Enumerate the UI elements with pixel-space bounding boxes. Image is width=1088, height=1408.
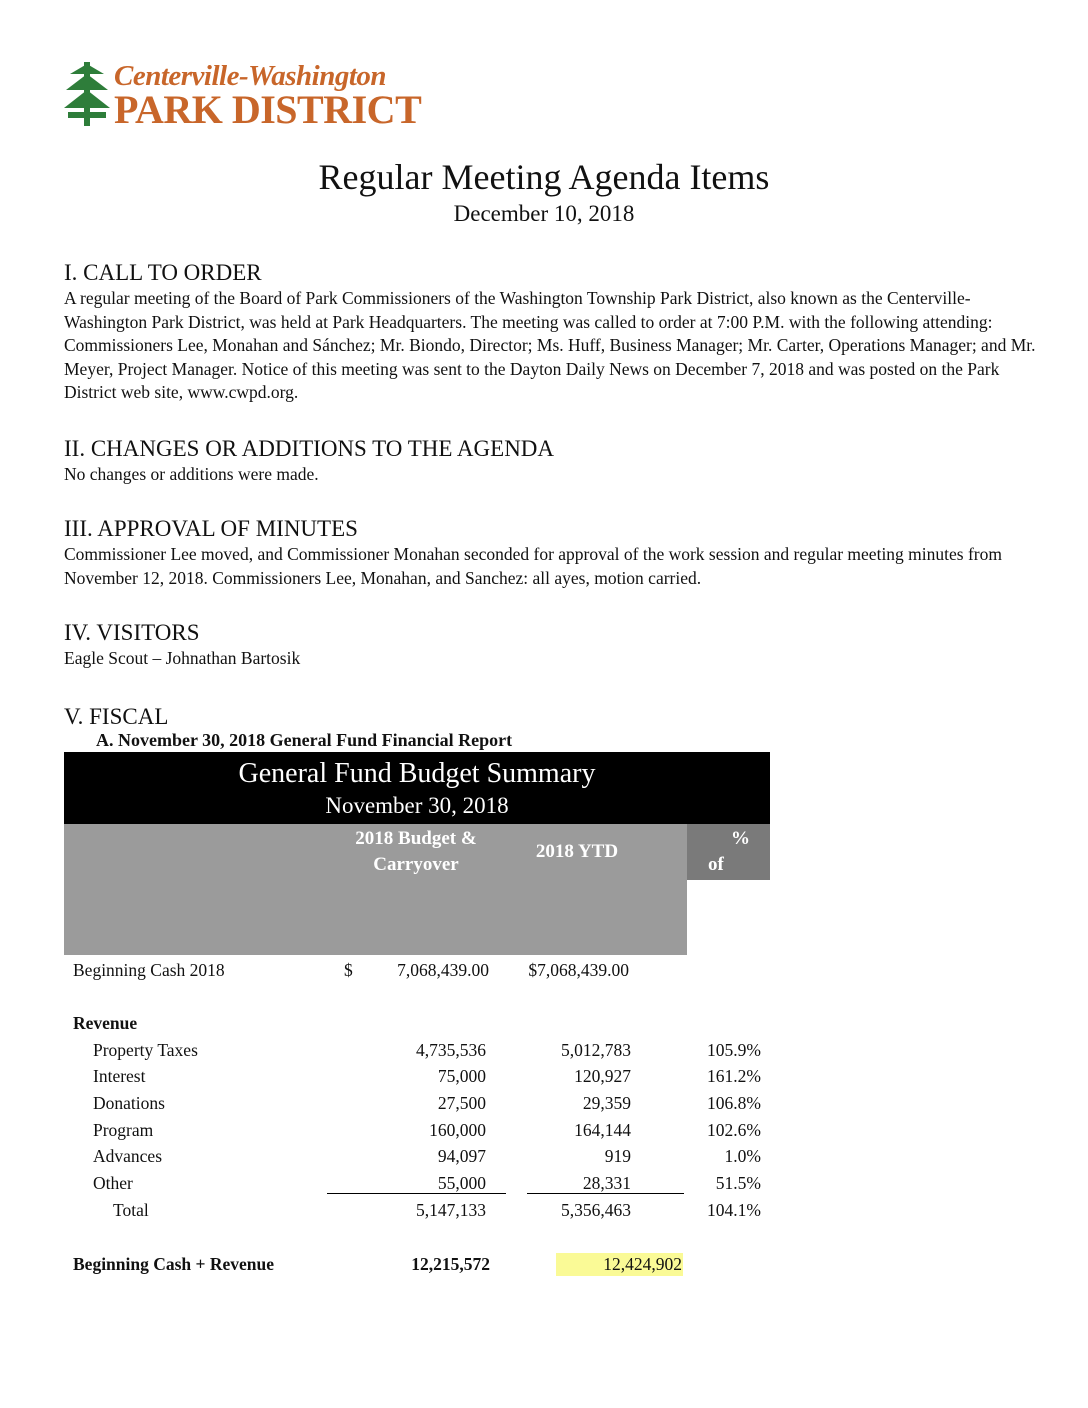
section-body-agenda-changes: No changes or additions were made. (64, 464, 319, 484)
revenue-row-pct: 51.5% (715, 1173, 761, 1193)
revenue-row-label: Property Taxes (93, 1040, 198, 1060)
col-header-pct (690, 826, 750, 878)
cash-plus-revenue-budget: 12,215,572 (411, 1254, 490, 1274)
budget-table-title: General Fund Budget Summary (238, 758, 596, 789)
park-district-logo (64, 60, 424, 130)
revenue-row-budget: 75,000 (437, 1066, 486, 1086)
ytd-subtotal-rule (527, 1193, 684, 1194)
section-heading-fiscal: V. FISCAL (64, 704, 169, 729)
total-label: Total (113, 1200, 149, 1220)
budget-subtotal-rule (327, 1193, 506, 1194)
section-body-visitors: Eagle Scout – Johnathan Bartosik (64, 648, 301, 668)
beginning-cash-budget: 7,068,439.00 (397, 960, 489, 980)
revenue-row-pct: 161.2% (707, 1066, 761, 1086)
beginning-cash-label: Beginning Cash 2018 (73, 960, 225, 980)
section-body-call-to-order: A regular meeting of the Board of Park Commissioners of the Washington Township Park District, also known as the Centerville-Washington Park District, was held at Park Headquarters. The meeting was called to order at 7:00 P.M. with the following attending: Commissioners Lee, Monahan and Sánchez; Mr. Biondo, Director; Ms. Huff, Business Manager; Mr. Carter, Operations Manager; and Mr. Meyer, Project Manager. Notice of this meeting was sent to the Dayton Daily News on December 7, 2018 and was posted on the Park District web site, www.cwpd.org. (64, 288, 1036, 402)
revenue-row-label: Program (93, 1120, 154, 1140)
revenue-row-budget: 27,500 (437, 1093, 486, 1113)
logo-line-2: PARK DISTRICT (114, 87, 422, 132)
revenue-row-ytd: 164,144 (574, 1120, 631, 1140)
fiscal-subheading: A. November 30, 2018 General Fund Financial Report (96, 730, 513, 750)
section-heading-visitors: IV. VISITORS (64, 620, 200, 645)
revenue-row-pct: 105.9% (707, 1040, 761, 1060)
revenue-row-ytd: 28,331 (582, 1173, 631, 1193)
page-title: Regular Meeting Agenda Items (318, 157, 770, 197)
total-pct: 104.1% (707, 1200, 761, 1220)
section-heading-call-to-order: I. CALL TO ORDER (64, 260, 262, 285)
revenue-row-ytd: 5,012,783 (561, 1040, 631, 1060)
revenue-row-pct: 102.6% (707, 1120, 761, 1140)
revenue-row-ytd: 120,927 (574, 1066, 631, 1086)
revenue-row-pct: 1.0% (724, 1146, 761, 1166)
beginning-cash-currency: $ (344, 960, 353, 980)
budget-table-subtitle: November 30, 2018 (325, 793, 509, 818)
logo-line-1: Centerville-Washington (114, 60, 387, 92)
cash-plus-revenue-label: Beginning Cash + Revenue (73, 1254, 275, 1274)
revenue-label: Revenue (73, 1013, 138, 1033)
revenue-row-budget: 160,000 (429, 1120, 486, 1140)
budget-table-title-bar (64, 752, 770, 824)
revenue-row-label: Interest (93, 1066, 146, 1086)
total-budget: 5,147,133 (416, 1200, 486, 1220)
section-heading-approval-minutes: III. APPROVAL OF MINUTES (64, 516, 358, 541)
cash-plus-revenue-ytd: 12,424,902 (603, 1254, 682, 1274)
section-heading-agenda-changes: II. CHANGES OR ADDITIONS TO THE AGENDA (64, 436, 555, 461)
revenue-row-ytd: 919 (604, 1146, 631, 1166)
section-body-approval-minutes: Commissioner Lee moved, and Commissioner Monahan seconded for approval of the work session and regular meeting minutes from November 12, 2018. Commissioners Lee, Monahan, and Sanchez: all ayes, motion carried. (64, 544, 1002, 588)
total-ytd: 5,356,463 (561, 1200, 631, 1220)
col-header-pct-line2: of (708, 854, 724, 875)
revenue-row-label: Advances (93, 1146, 163, 1166)
col-header-pct-line1: % (731, 828, 750, 849)
revenue-row-ytd: 29,359 (582, 1093, 631, 1113)
revenue-row-label: Other (93, 1173, 133, 1193)
col-header-ytd: 2018 YTD (535, 841, 619, 862)
col-header-budget-line1: 2018 Budget & (355, 828, 477, 849)
revenue-row-label: Donations (93, 1093, 165, 1113)
tree-icon (64, 62, 110, 126)
meeting-date: December 10, 2018 (453, 201, 635, 226)
col-header-budget-line2: Carryover (373, 854, 459, 875)
revenue-row-budget: 55,000 (437, 1173, 486, 1193)
revenue-row-pct: 106.8% (707, 1093, 761, 1113)
revenue-row-budget: 4,735,536 (416, 1040, 486, 1060)
col-header-budget (325, 826, 507, 878)
beginning-cash-ytd: $7,068,439.00 (528, 960, 629, 980)
revenue-row-budget: 94,097 (437, 1146, 486, 1166)
